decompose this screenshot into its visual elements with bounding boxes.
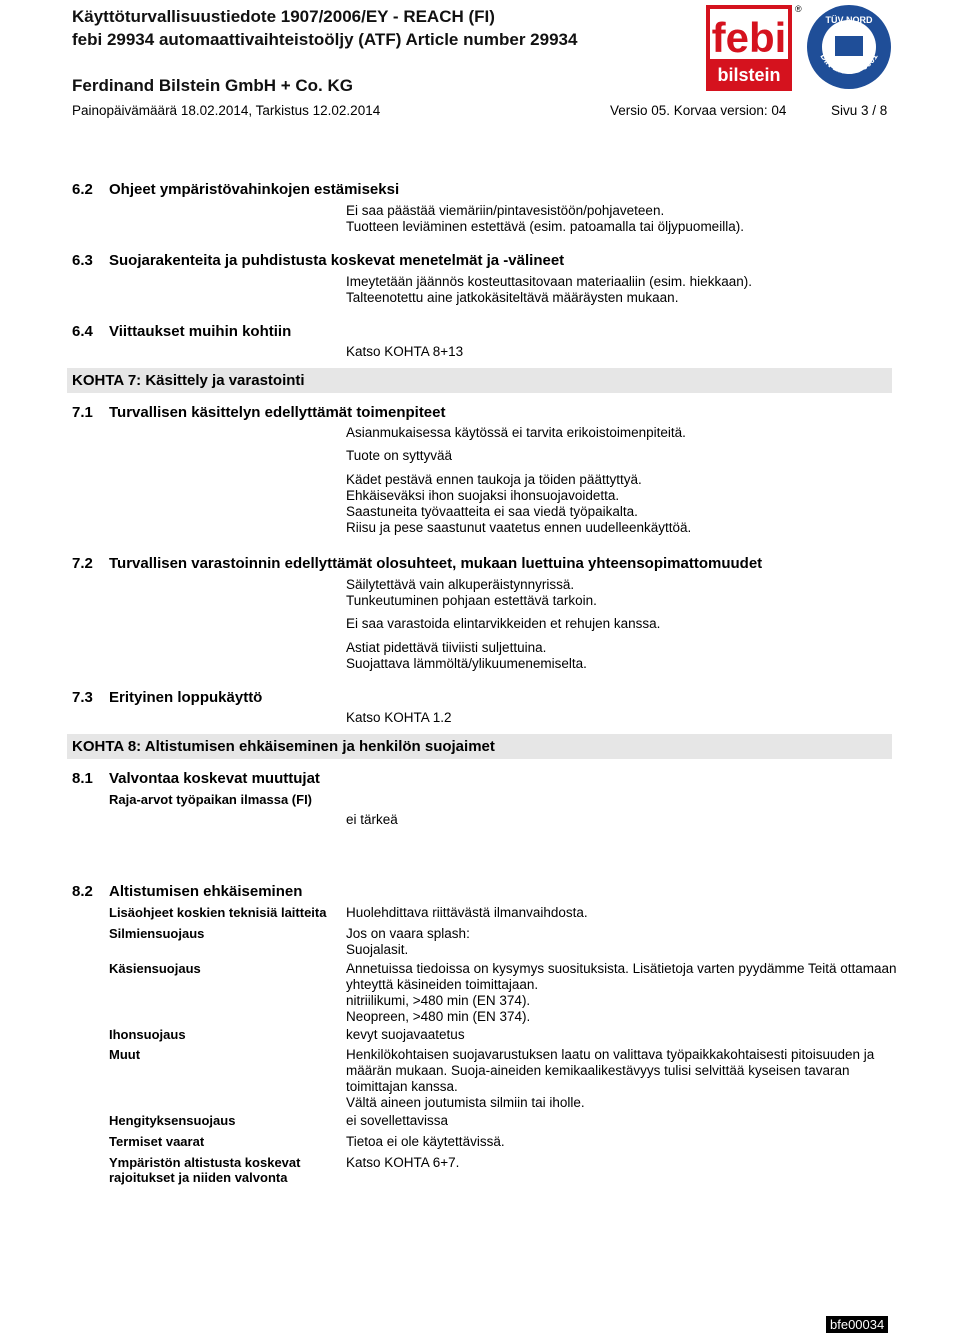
section-7-1-lines: Kädet pestävä ennen taukoja ja töiden päättyttyä. Ehkäiseväksi ihon suojaksi ihonsuojavoidetta. Saastuneita työvaatteita ei saa viedä työpaikalta. Riisu ja pese saastunut vaatetus ennen uudelleenkäyttöä.: [346, 472, 692, 535]
section-6-4-heading: 6.4 Viittaukset muihin kohtiin: [72, 323, 292, 340]
row-label-respiratory: Hengityksensuojaus: [109, 1113, 236, 1128]
row-label-skin: Ihonsuojaus: [109, 1027, 186, 1042]
row-value-skin: kevyt suojavaatetus: [346, 1027, 465, 1042]
section-6-3-heading: 6.3 Suojarakenteita ja puhdistusta koskevat menetelmät ja -välineet: [72, 252, 565, 269]
section-8-1-sublabel: Raja-arvot työpaikan ilmassa (FI): [109, 792, 313, 807]
row-label-hand: Käsiensuojaus: [109, 961, 201, 976]
section-7-2-group1: Säilytettävä vain alkuperäistynnyrissä. Tunkeutuminen pohjaan estettävä tarkoin.: [346, 577, 597, 608]
row-value-eye: Jos on vaara splash: Suojalasit.: [346, 926, 470, 957]
section-6-2-heading: 6.2 Ohjeet ympäristövahinkojen estämiseksi: [72, 181, 400, 198]
section-7-2-group2: Ei saa varastoida elintarvikkeiden et rehujen kanssa.: [346, 616, 661, 631]
row-value-respiratory: ei sovellettavissa: [346, 1113, 449, 1128]
iso-ring-text: DIN EN ISO 9001: [818, 51, 880, 76]
section-7-3-text: Katso KOHTA 1.2: [346, 710, 452, 725]
doc-title: Käyttöturvallisuustiedote 1907/2006/EY - REACH (FI): [72, 7, 495, 26]
row-value-hand: Annetuissa tiedoissa on kysymys suosituksista. Lisätietoja varten pyydämme Teitä ottamaan yhteyttä käsineiden toimittajaan. nitriilikumi, >480 min (EN 374). Neopreen, >480 min (EN 374).: [346, 961, 897, 1024]
section-7-2-group3: Astiat pidettävä tiiviisti suljettuina. Suojattava lämmöltä/ylikuumenemiselta.: [346, 640, 587, 671]
registered-mark: ®: [795, 4, 802, 14]
row-value-thermal: Tietoa ei ole käytettävissä.: [346, 1134, 505, 1149]
section-7-1-heading: 7.1 Turvallisen käsittelyn edellyttämät toimenpiteet: [72, 404, 446, 421]
febi-bilstein-logo: [706, 5, 792, 91]
row-label-other: Muut: [109, 1047, 141, 1062]
tuv-logo-text: TÜV NORD: [825, 15, 873, 25]
company-name: Ferdinand Bilstein GmbH + Co. KG: [72, 76, 353, 95]
tuv-nord-iso-seal: [805, 3, 893, 91]
footer-code: bfe00034: [826, 1316, 888, 1333]
febi-logo-text: febi: [711, 14, 787, 61]
row-value-technical: Huolehdittava riittävästä ilmanvaihdosta.: [346, 905, 588, 920]
row-label-eye: Silmiensuojaus: [109, 926, 205, 941]
row-label-technical: Lisäohjeet koskien teknisiä laitteita: [109, 905, 327, 920]
bilstein-logo-text: bilstein: [717, 65, 781, 85]
section-8-bar: KOHTA 8: Altistumisen ehkäiseminen ja henkilön suojaimet: [67, 734, 892, 759]
page-number: Sivu 3 / 8: [831, 103, 888, 118]
section-8-2-heading: 8.2 Altistumisen ehkäiseminen: [72, 883, 303, 900]
section-7-1-line1: Asianmukaisessa käytössä ei tarvita erikoistoimenpiteitä.: [346, 425, 686, 440]
version-info: Versio 05. Korvaa version: 04: [610, 103, 787, 118]
print-date: Painopäivämäärä 18.02.2014, Tarkistus 12.02.2014: [72, 103, 381, 118]
section-7-1-line2: Tuote on syttyvää: [346, 448, 453, 463]
section-6-3-text: Imeytetään jäännös kosteuttasitovaan materiaaliin (esim. hiekkaan). Talteenotettu aine jatkokäsiteltävä määräysten mukaan.: [346, 274, 752, 305]
row-label-environment: Ympäristön altistusta koskevat rajoitukset ja niiden valvonta: [109, 1155, 301, 1185]
row-label-thermal: Termiset vaarat: [109, 1134, 205, 1149]
product-title: febi 29934 automaattivaihteistoöljy (ATF) Article number 29934: [72, 30, 578, 49]
section-8-1-text: ei tärkeä: [346, 812, 398, 827]
section-7-3-heading: 7.3 Erityinen loppukäyttö: [72, 689, 263, 706]
section-7-2-heading: 7.2 Turvallisen varastoinnin edellyttämät olosuhteet, mukaan luettuina yhteensopimattomuudet: [72, 555, 763, 572]
row-value-other: Henkilökohtaisen suojavarustuksen laatu on valittava työpaikkakohtaisesti pitoisuuden ja määrän mukaan. Suoja-aineiden kemikaalikestävyys tulisi selvittää kyseisen tavaran toimittajan kanssa. Vältä aineen joutumista silmiin tai iholle.: [346, 1047, 875, 1110]
row-value-environment: Katso KOHTA 6+7.: [346, 1155, 460, 1170]
section-7-bar: KOHTA 7: Käsittely ja varastointi: [67, 368, 892, 393]
section-8-1-heading: 8.1 Valvontaa koskevat muuttujat: [72, 770, 320, 787]
section-6-2-text: Ei saa päästää viemäriin/pintavesistöön/pohjaveteen. Tuotteen leviäminen estettävä (esim. patoamalla tai öljypuomeilla).: [346, 203, 744, 234]
section-6-4-text: Katso KOHTA 8+13: [346, 344, 464, 359]
